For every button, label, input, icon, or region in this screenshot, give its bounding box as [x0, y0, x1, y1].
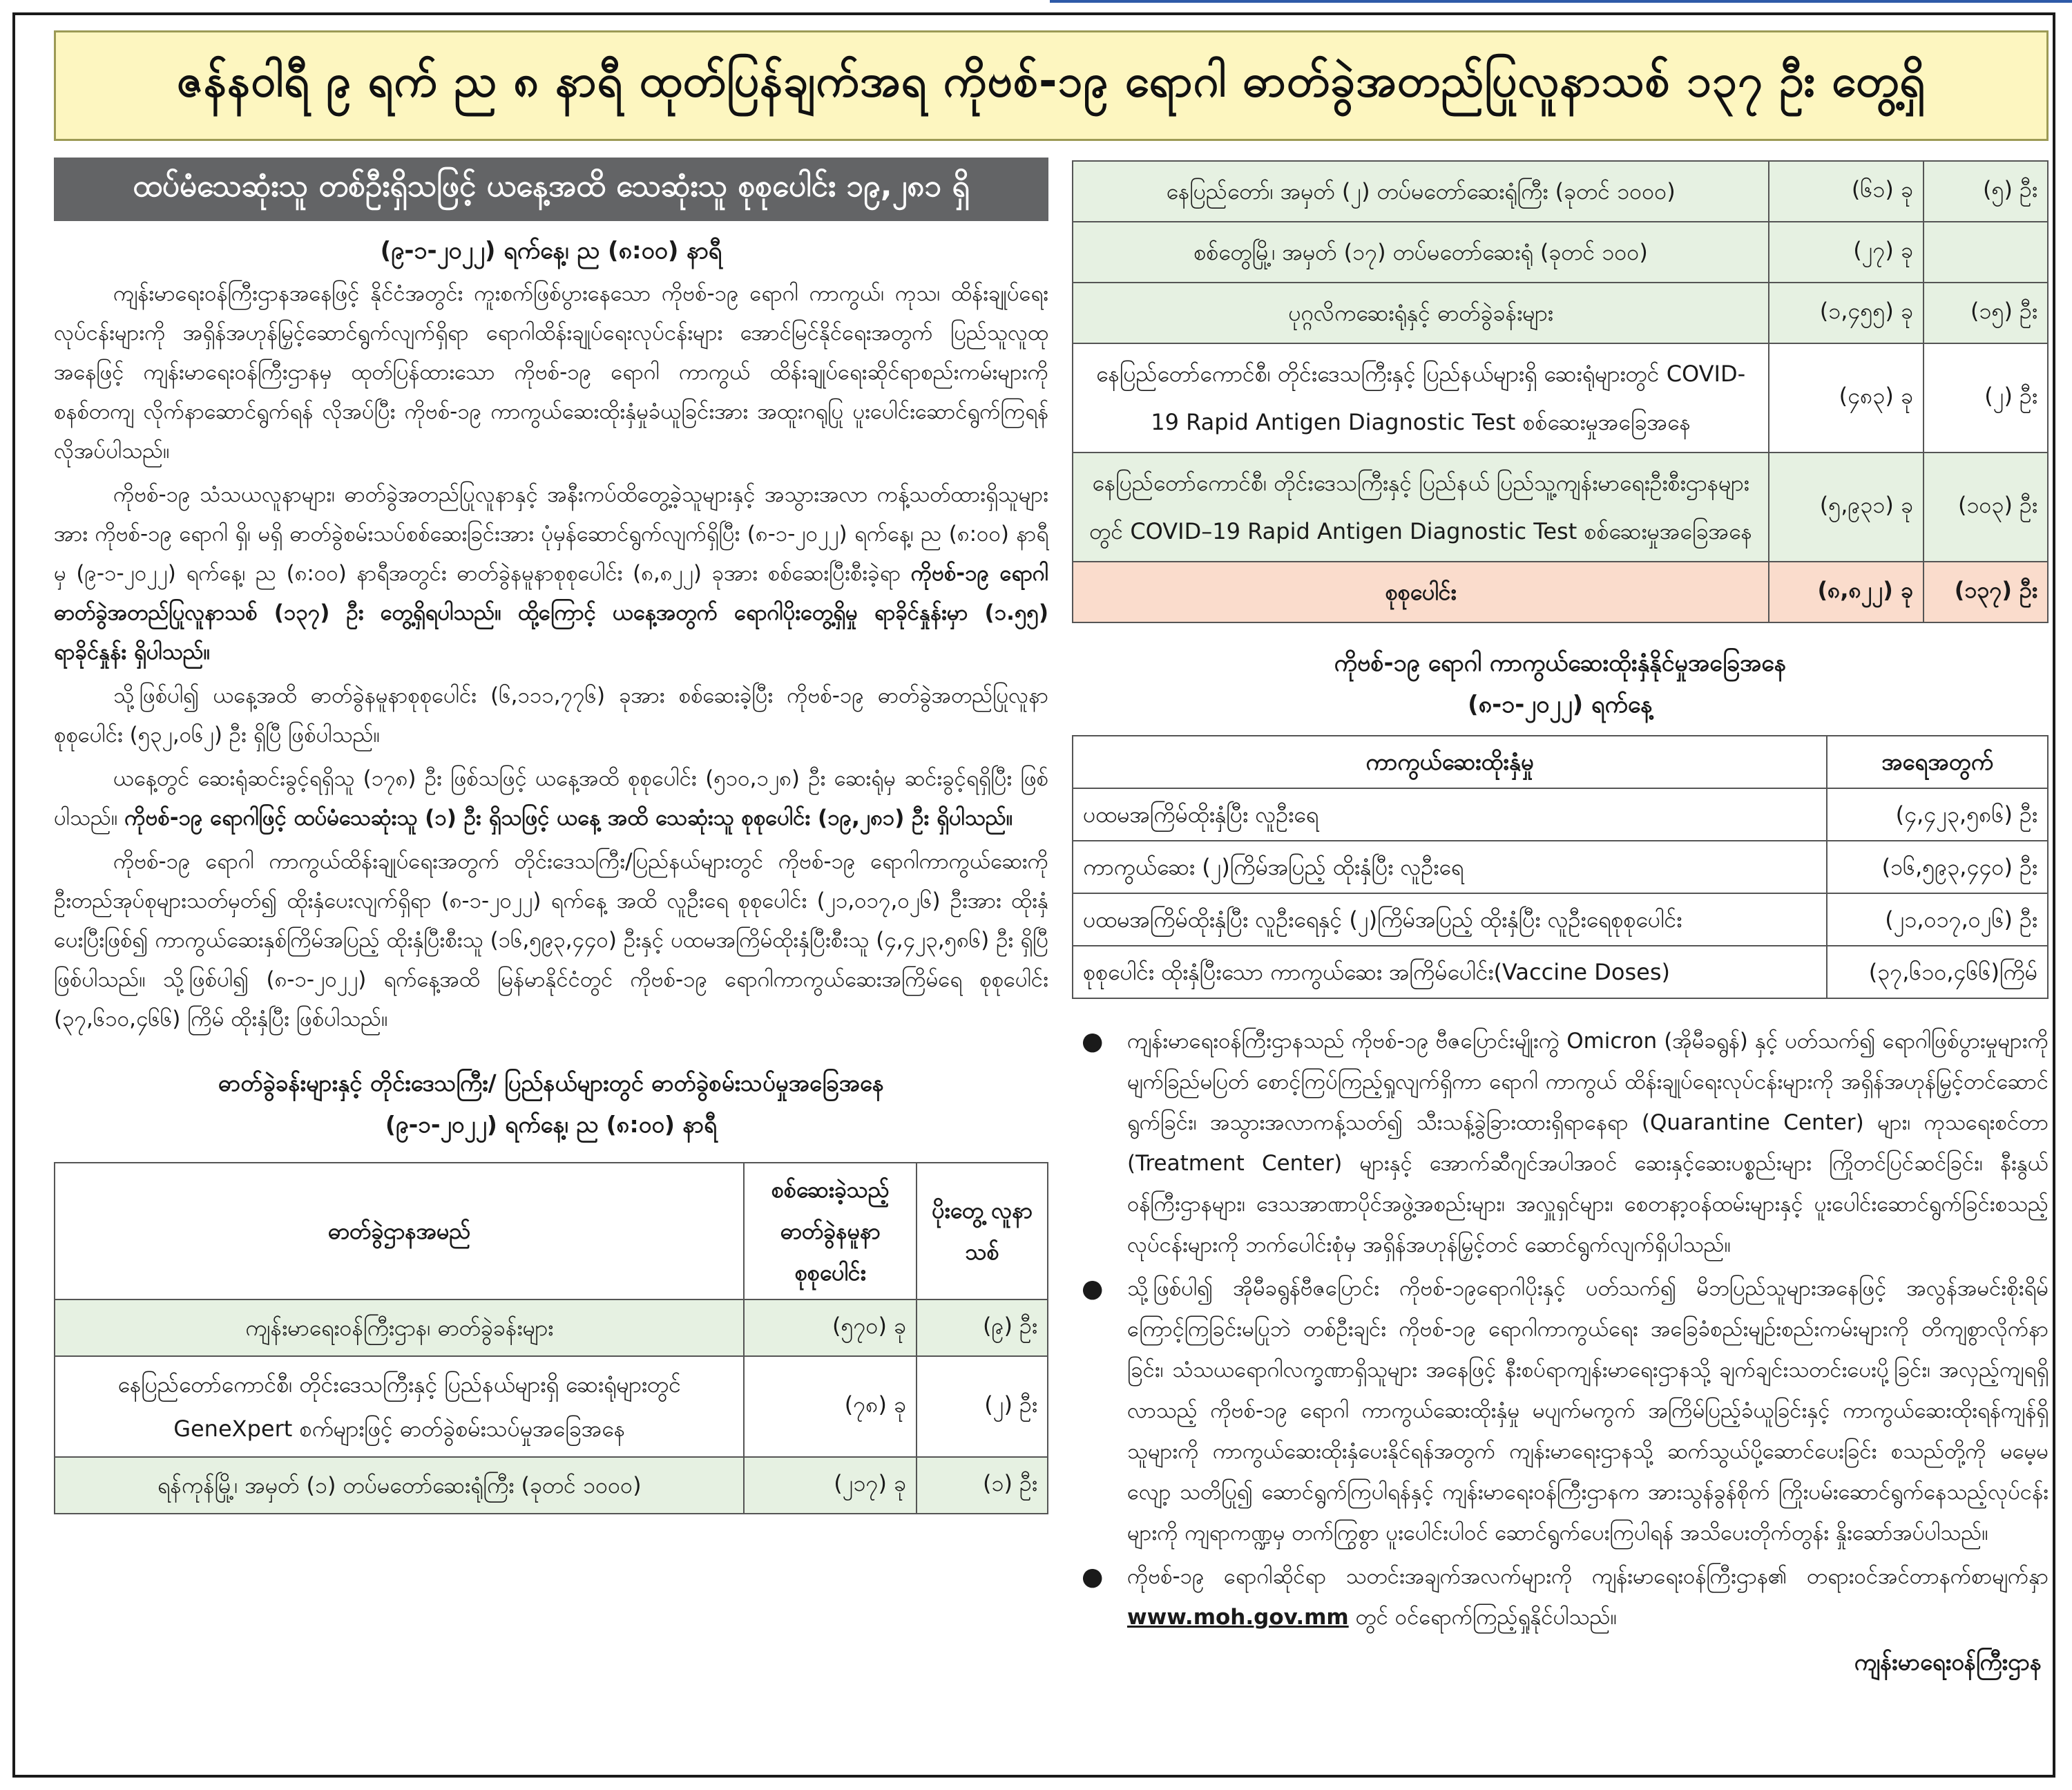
- paragraph-testing: [54, 475, 1048, 672]
- lab-testing-table-continued: [1072, 160, 2049, 623]
- total-tested-cell: (၈,၈၂၂) ခု: [1769, 562, 1924, 622]
- total-label-cell: စုစုပေါင်း: [1073, 562, 1769, 622]
- issuer-signature: ကျန်းမာရေးဝန်ကြီးဌာန: [1854, 1648, 2042, 1675]
- lab-table-heading-line1: ဓာတ်ခွဲခန်းများနှင့် တိုင်းဒေသကြီး/ ပြည်နယ်များတွင် ဓာတ်ခွဲစမ်းသပ်မှုအခြေအနေ: [218, 1069, 884, 1096]
- col-header-positive: ပိုးတွေ့ လူနာသစ်: [917, 1163, 1048, 1299]
- paragraph-intro: ကျန်းမာရေးဝန်ကြီးဌာနအနေဖြင့် နိုင်ငံအတွင်း ကူးစက်ဖြစ်ပွားနေသော ကိုဗစ်-၁၉ ရောဂါ ကာကွယ်၊ ကုသ၊ ထိန်းချုပ်ရေးလုပ်ငန်းများကို အရှိန်အဟုန်မြှင့်ဆောင်ရွက်လျက်ရှိရာ ရောဂါထိန်းချုပ်ရေးလုပ်ငန်းများ အောင်မြင်နိုင်ရေးအတွက် ပြည်သူလူထုအနေဖြင့် ကျန်းမာရေးဝန်ကြီးဌာနမှ ထုတ်ပြန်ထားသော ကိုဗစ်-၁၉ ရောဂါ ကာကွယ် ထိန်းချုပ်ရေးဆိုင်ရာစည်းကမ်းများကို စနစ်တကျ လိုက်နာဆောင်ရွက်ရန် လိုအပ်ပြီး ကိုဗစ်-၁၉ ကာကွယ်ဆေးထိုးနှံမှုခံယူခြင်းအား အထူးဂရုပြု ပူးပေါင်းဆောင်ရွက်ကြရန် လိုအပ်ပါသည်။: [54, 281, 1048, 464]
- paragraph-discharge: [54, 759, 1048, 838]
- bullet-text-pre: ကိုဗစ်-၁၉ ရောဂါဆိုင်ရာ သတင်းအချက်အလက်များကို ကျန်းမာရေးဝန်ကြီးဌာန၏ တရားဝင်အင်တာနက်စာမျက်နှာ: [1127, 1564, 2049, 1589]
- table-row: [1073, 283, 2048, 343]
- bullet-text: သို့ဖြစ်ပါ၍ အိုမီခရွန်ဗီဇပြောင်း ကိုဗစ်-၁၉ရောဂါပိုးနှင့် ပတ်သက်၍ မိဘပြည်သူများအနေဖြင့် အလွန်အမင်းစိုးရိမ်ကြောင့်ကြခြင်းမပြုဘဲ တစ်ဦးချင်း ကိုဗစ်-၁၉ ရောဂါကာကွယ်ရေး အခြေခံစည်းမျဉ်းစည်းကမ်းများကို တိကျစွာလိုက်နာခြင်း၊ သံသယရောဂါလက္ခဏာရှိသူများ အနေဖြင့် နီးစပ်ရာကျန်းမာရေးဌာနသို့ ချက်ချင်းသတင်းပေးပို့ခြင်း၊ အလှည့်ကျရရှိလာသည့် ကိုဗစ်-၁၉ ရောဂါ ကာကွယ်ဆေးထိုးနှံမှု မပျက်မကွက် အကြိမ်ပြည့်ခံယူခြင်းနှင့် ကာကွယ်ဆေးထိုးရန်ကျန်ရှိသူများကို ကာကွယ်ဆေးထိုးနှံပေးနိုင်ရန်အတွက် ကျန်းမာရေးဌာနသို့ ဆက်သွယ်ပို့ဆောင်ပေးခြင်း စသည်တို့ကို မမေ့မလျော့ သတိပြု၍ ဆောင်ရွက်ကြပါရန်နှင့် ကျန်းမာရေးဝန်ကြီးဌာနက အားသွန်ခွန်စိုက် ကြိုးပမ်းဆောင်ရွက်နေသည့်လုပ်ငန်းများကို ကျရာကဏ္ဍမှ တက်ကြွစွာ ပူးပေါင်းပါဝင် ဆောင်ရွက်ပေးကြပါရန် အသိပေးတိုက်တွန်း နှိုးဆော်အပ်ပါသည်။: [1127, 1276, 2049, 1545]
- table-row: [55, 1299, 1048, 1356]
- table-row: [1073, 161, 2048, 222]
- vaccination-heading-line1: ကိုဗစ်-၁၉ ရောဂါ ကာကွယ်ဆေးထိုးနှံနိုင်မှုအခြေအနေ: [1334, 649, 1787, 677]
- table-row: [1073, 453, 2048, 562]
- bullet-text-post: တွင် ဝင်ရောက်ကြည့်ရှုနိုင်ပါသည်။: [1355, 1605, 1617, 1630]
- total-positive-cell: (၁၃၇) ဦး: [1924, 562, 2048, 622]
- vaccination-value-cell: (၃၇,၆၁၀,၄၆၆)ကြိမ်: [1827, 946, 2048, 998]
- lab-name-cell: နေပြည်တော်ကောင်စီ၊ တိုင်းဒေသကြီးနှင့် ပြည်နယ်များရှိ ဆေးရုံများတွင် GeneXpert စက်များဖြင့် ဓာတ်ခွဲစမ်းသပ်မှုအခြေအနေ: [55, 1356, 744, 1457]
- tested-cell: (၄၈၃) ခု: [1769, 343, 1924, 453]
- lab-name-cell: နေပြည်တော်ကောင်စီ၊ တိုင်းဒေသကြီးနှင့် ပြည်နယ်များရှိ ဆေးရုံများတွင် COVID-19 Rapid Antigen Diagnostic Test စစ်ဆေးမှုအခြေအနေ: [1073, 343, 1769, 453]
- bullet-icon: ●: [1082, 1275, 1104, 1303]
- positive-cell: (၂) ဦး: [1924, 343, 2048, 453]
- positive-cell: (၁) ဦး: [917, 1457, 1048, 1514]
- list-item: [1072, 1268, 2049, 1554]
- bullet-text: ကျန်းမာရေးဝန်ကြီးဌာနသည် ကိုဗစ်-၁၉ ဗီဇပြောင်းမျိုးကွဲ Omicron (အိုမီခရွန်) နှင့် ပတ်သက်၍ ရောဂါဖြစ်ပွားမှုများကို မျက်ခြည်မပြတ် စောင့်ကြပ်ကြည့်ရှုလျက်ရှိကာ ရောဂါ ကာကွယ် ထိန်းချုပ်ရေးလုပ်ငန်းများကို အရှိန်အဟုန်မြှင့်တင်ဆောင်ရွက်ခြင်း၊ အသွားအလာကန့်သတ်၍ သီးသန့်ခွဲခြားထားရှိရာနေရာ (Quarantine Center) များ၊ ကုသရေးစင်တာ (Treatment Center) များနှင့် အောက်ဆီဂျင်အပါအဝင် ဆေးနှင့်ဆေးပစ္စည်းများ ကြိုတင်ပြင်ဆင်ခြင်း၊ နီးနွယ်ဝန်ကြီးဌာနများ၊ ဒေသအာဏာပိုင်အဖွဲ့အစည်းများ၊ အလှူရှင်များ၊ စေတနာ့ဝန်ထမ်းများနှင့် ပူးပေါင်းဆောင်ရွက်ခြင်းစသည့် လုပ်ငန်းများကို ဘက်ပေါင်းစုံမှ အရှိန်အဟုန်မြှင့်တင် ဆောင်ရွက်လျက်ရှိပါသည်။: [1127, 1029, 2049, 1257]
- top-strip: [0, 0, 2072, 3]
- top-accent-bar: [1050, 0, 2072, 3]
- deaths-banner: ထပ်မံသေဆုံးသူ တစ်ဦးရှိသဖြင့် ယနေ့အထိ သေဆုံးသူ စုစုပေါင်း ၁၉,၂၈၁ ရှိ: [54, 158, 1048, 221]
- lab-name-cell: ကျန်းမာရေးဝန်ကြီးဌာန၊ ဓာတ်ခွဲခန်းများ: [55, 1299, 744, 1356]
- lab-name-cell: စစ်တွေမြို့၊ အမှတ် (၁၇) တပ်မတော်ဆေးရုံ (ခုတင် ၁၀၀): [1073, 222, 1769, 283]
- bullet-icon: ●: [1082, 1563, 1104, 1591]
- table-row: [1073, 841, 2048, 893]
- col-header-count: အရေအတွက်: [1827, 736, 2048, 788]
- left-column: [54, 158, 1048, 1514]
- table-row: [55, 1356, 1048, 1457]
- vaccination-label-cell: ပထမအကြိမ်ထိုးနှံပြီး လူဦးရေ: [1073, 788, 1827, 841]
- positive-cell: (၉) ဦး: [917, 1299, 1048, 1356]
- bullet-icon: ●: [1082, 1027, 1104, 1056]
- positive-cell: [1924, 222, 2048, 283]
- tested-cell: (၂၇) ခု: [1769, 222, 1924, 283]
- tested-cell: (၂၁၇) ခု: [744, 1457, 917, 1514]
- right-column: [1072, 160, 2049, 1682]
- tested-cell: (၁,၄၅၅) ခု: [1769, 283, 1924, 343]
- table-total-row: [1073, 562, 2048, 622]
- lab-name-cell: နေပြည်တော်ကောင်စီ၊ တိုင်းဒေသကြီးနှင့် ပြည်နယ် ပြည်သူ့ကျန်းမာရေးဦးစီးဌာနများတွင် COVID–19 Rapid Antigen Diagnostic Test စစ်ဆေးမှုအခြေအနေ: [1073, 453, 1769, 562]
- vaccination-table: [1072, 735, 2049, 999]
- tested-cell: (၅,၉၃၁) ခု: [1769, 453, 1924, 562]
- table-row: [1073, 893, 2048, 946]
- vaccination-label-cell: ပထမအကြိမ်ထိုးနှံပြီး လူဦးရေနှင့် (၂)ကြိမ်အပြည့် ထိုးနှံပြီး လူဦးရေစုစုပေါင်း: [1073, 893, 1827, 946]
- paragraph-discharge-text: ယနေ့တွင် ဆေးရုံဆင်းခွင့်ရရှိသူ (၁၇၈) ဦး ဖြစ်သဖြင့် ယနေ့အထိ စုစုပေါင်း (၅၁၀,၁၂၈) ဦး ဆေးရုံမှ ဆင်းခွင့်ရရှိပြီး ဖြစ်ပါသည်။: [54, 766, 1048, 830]
- table-header-row: [55, 1163, 1048, 1299]
- table-row: [55, 1457, 1048, 1514]
- tested-cell: (၆၁) ခု: [1769, 161, 1924, 222]
- table-row: [1073, 946, 2048, 998]
- report-dateline: (၉-၁-၂၀၂၂) ရက်နေ့၊ ည (၈:၀၀) နာရီ: [380, 237, 722, 265]
- paragraph-cumulative: သို့ဖြစ်ပါ၍ ယနေ့အထိ ဓာတ်ခွဲနမူနာစုစုပေါင်း (၆,၁၁၁,၇၇၆) ခုအား စစ်ဆေးခဲ့ပြီး ကိုဗစ်-၁၉ ဓာတ်ခွဲအတည်ပြုလူနာ စုစုပေါင်း (၅၃၂,၀၆၂) ဦး ရှိပြီ ဖြစ်ပါသည်။: [54, 683, 1048, 748]
- vaccination-heading-line2: (၈-၁-၂၀၂၂) ရက်နေ့: [1468, 691, 1653, 718]
- list-item: [1072, 1021, 2049, 1266]
- positive-cell: (၁၀၃) ဦး: [1924, 453, 2048, 562]
- lab-table-heading-line2: (၉-၁-၂၀၂၂) ရက်နေ့၊ ည (၈:၀၀) နာရီ: [385, 1111, 718, 1138]
- lab-table-heading: [54, 1063, 1048, 1145]
- paragraph-testing-highlight: ကိုဗစ်-၁၉ ရောဂါ ဓာတ်ခွဲအတည်ပြုလူနာသစ် (၁၃၇) ဦး တွေ့ရှိရပါသည်။ ထို့ကြောင့် ယနေ့အတွက် ရောဂါပိုးတွေ့ရှိမှု ရာခိုင်နှုန်းမှာ (၁.၅၅) ရာခိုင်နှုန်း ရှိပါသည်။: [54, 561, 1049, 665]
- table-row: [1073, 788, 2048, 841]
- positive-cell: (၅) ဦး: [1924, 161, 2048, 222]
- tested-cell: (၅၇၀) ခု: [744, 1299, 917, 1356]
- positive-cell: (၂) ဦး: [917, 1356, 1048, 1457]
- lab-name-cell: ရန်ကုန်မြို့၊ အမှတ် (၁) တပ်မတော်ဆေးရုံကြီး (ခုတင် ၁၀၀၀): [55, 1457, 744, 1514]
- col-header-lab-name: ဓာတ်ခွဲဌာနအမည်: [55, 1163, 744, 1299]
- table-row: [1073, 222, 2048, 283]
- bullet-text: [1127, 1556, 2049, 1638]
- tested-cell: (၇၈) ခု: [744, 1356, 917, 1457]
- vaccination-label-cell: စုစုပေါင်း ထိုးနှံပြီးသော ကာကွယ်ဆေး အကြိမ်ပေါင်း(Vaccine Doses): [1073, 946, 1827, 998]
- moh-website-link[interactable]: www.moh.gov.mm: [1127, 1605, 1349, 1630]
- lab-name-cell: ပုဂ္ဂလိကဆေးရုံနှင့် ဓာတ်ခွဲခန်းများ: [1073, 283, 1769, 343]
- table-row: [1073, 343, 2048, 453]
- paragraph-testing-text: ကိုဗစ်-၁၉ သံသယလူနာများ၊ ဓာတ်ခွဲအတည်ပြုလူနာနှင့် အနီးကပ်ထိတွေ့ခဲ့သူများနှင့် အသွားအလာ ကန့်သတ်ထားရှိသူများအား ကိုဗစ်-၁၉ ရောဂါ ရှိ၊ မရှိ ဓာတ်ခွဲစမ်းသပ်စစ်ဆေးခြင်းအား ပုံမှန်ဆောင်ရွက်လျက်ရှိပြီး (၈-၁-၂၀၂၂) ရက်နေ့၊ ည (၈:၀၀) နာရီမှ (၉-၁-၂၀၂၂) ရက်နေ့၊ ည (၈:၀၀) နာရီအတွင်း ဓာတ်ခွဲနမူနာစုစုပေါင်း (၈,၈၂၂) ခုအား စစ်ဆေးပြီးစီးခဲ့ရာ: [54, 482, 1048, 586]
- headline: ဇန်နဝါရီ ၉ ရက် ည ၈ နာရီ ထုတ်ပြန်ချက်အရ ကိုဗစ်-၁၉ ရောဂါ ဓာတ်ခွဲအတည်ပြုလူနာသစ် ၁၃၇ ဦး တွေ့ရှိ: [54, 30, 2049, 141]
- positive-cell: (၁၅) ဦး: [1924, 283, 2048, 343]
- vaccination-value-cell: (၂၁,၀၁၇,၀၂၆) ဦး: [1827, 893, 2048, 946]
- lab-testing-table: [54, 1162, 1048, 1514]
- vaccination-label-cell: ကာကွယ်ဆေး (၂)ကြိမ်အပြည့် ထိုးနှံပြီး လူဦးရေ: [1073, 841, 1827, 893]
- paragraph-deaths-highlight: ကိုဗစ်-၁၉ ရောဂါဖြင့် ထပ်မံသေဆုံးသူ (၁) ဦး ရှိသဖြင့် ယနေ့ အထိ သေဆုံးသူ စုစုပေါင်း (၁၉,၂၈၁) ဦး ရှိပါသည်။: [124, 806, 1013, 830]
- list-item: [1072, 1556, 2049, 1638]
- lab-name-cell: နေပြည်တော်၊ အမှတ် (၂) တပ်မတော်ဆေးရုံကြီး (ခုတင် ၁၀၀၀): [1073, 161, 1769, 222]
- table-header-row: [1073, 736, 2048, 788]
- vaccination-value-cell: (၁၆,၅၉၃,၄၄၀) ဦး: [1827, 841, 2048, 893]
- notice-bullets: [1072, 1021, 2049, 1638]
- vaccination-value-cell: (၄,၄၂၃,၅၈၆) ဦး: [1827, 788, 2048, 841]
- paragraph-vaccination: ကိုဗစ်-၁၉ ရောဂါ ကာကွယ်ထိန်းချုပ်ရေးအတွက် တိုင်းဒေသကြီး/ပြည်နယ်များတွင် ကိုဗစ်-၁၉ ရောဂါကာကွယ်ဆေးကို ဦးတည်အုပ်စုများသတ်မှတ်၍ ထိုးနှံပေးလျက်ရှိရာ (၈-၁-၂၀၂၂) ရက်နေ့ အထိ လူဦးရေ စုစုပေါင်း (၂၁,၀၁၇,၀၂၆) ဦးအား ထိုးနှံပေးပြီးဖြစ်၍ ကာကွယ်ဆေးနှစ်ကြိမ်အပြည့် ထိုးနှံပြီးစီးသူ (၁၆,၅၉၃,၄၄၀) ဦးနှင့် ပထမအကြိမ်ထိုးနှံပြီးစီးသူ (၄,၄၂၃,၅၈၆) ဦး ရှိပြီ ဖြစ်ပါသည်။ သို့ဖြစ်ပါ၍ (၈-၁-၂၀၂၂) ရက်နေ့အထိ မြန်မာနိုင်ငံတွင် ကိုဗစ်-၁၉ ရောဂါကာကွယ်ဆေးအကြိမ်ရေ စုစုပေါင်း (၃၇,၆၁၀,၄၆၆) ကြိမ် ထိုးနှံပြီး ဖြစ်ပါသည်။: [54, 849, 1048, 1031]
- vaccination-heading: [1072, 642, 2049, 725]
- col-header-vaccination: ကာကွယ်ဆေးထိုးနှံမှု: [1073, 736, 1827, 788]
- col-header-tested: စစ်ဆေးခဲ့သည့် ဓာတ်ခွဲနမူနာ စုစုပေါင်း: [744, 1163, 917, 1299]
